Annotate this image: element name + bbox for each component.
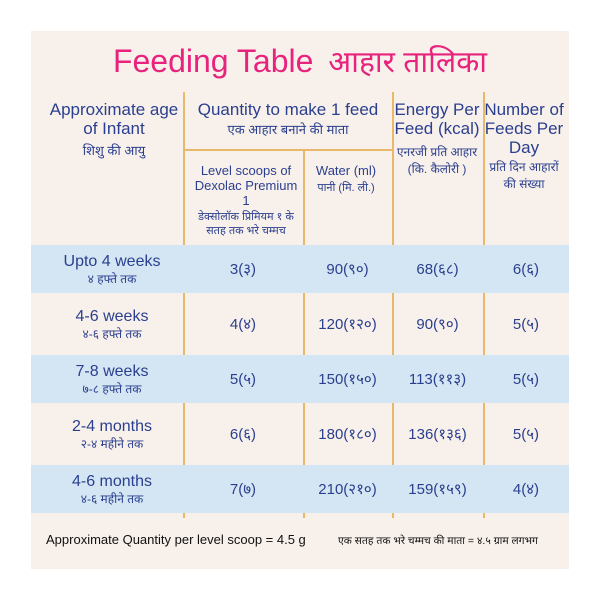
age-hi: ४ हफ्ते तक bbox=[87, 271, 137, 286]
feeds-cell: 5(५) bbox=[512, 426, 540, 443]
header-age bbox=[44, 100, 184, 159]
age-en: 2-4 months bbox=[71, 417, 153, 435]
age-en: 4-6 weeks bbox=[75, 307, 149, 325]
age-hi: ४-६ महीने तक bbox=[80, 491, 144, 506]
header-energy bbox=[392, 100, 482, 178]
water-cell: 150(१५०) bbox=[318, 371, 377, 388]
water-cell: 210(२१०) bbox=[318, 481, 377, 498]
age-hi: २-४ महीने तक bbox=[80, 436, 144, 451]
table-row bbox=[31, 355, 569, 403]
scoops-cell: 6(६) bbox=[229, 426, 257, 443]
age-hi: ७-८ हफ्ते तक bbox=[82, 381, 142, 396]
scoops-cell: 5(५) bbox=[229, 371, 257, 388]
header-feeds-hi: प्रति दिन आहारों की संख्या bbox=[489, 160, 559, 191]
scoops-cell: 3(३) bbox=[229, 261, 257, 278]
energy-cell: 113(११३) bbox=[408, 371, 467, 388]
header-age-en: Approximate age of Infant bbox=[49, 100, 179, 138]
footer-note-hi: एक सतह तक भरे चम्मच की माता = ४.५ ग्राम लगभग bbox=[338, 535, 538, 547]
age-cell bbox=[41, 300, 183, 348]
table-row bbox=[31, 300, 569, 348]
energy-cell: 159(१५९) bbox=[408, 481, 467, 498]
header-quantity-hi: एक आहार बनाने की माता bbox=[227, 122, 349, 137]
water-cell: 90(९०) bbox=[326, 261, 369, 278]
subheader-scoops-en: Level scoops of Dexolac Premium 1 bbox=[194, 163, 298, 208]
feeds-cell: 6(६) bbox=[512, 261, 540, 278]
subheader-water-en: Water (ml) bbox=[315, 163, 377, 178]
page-title bbox=[31, 40, 569, 81]
energy-cell: 90(९०) bbox=[416, 316, 459, 333]
subheader-water bbox=[303, 163, 389, 195]
age-cell bbox=[41, 410, 183, 458]
water-cell: 180(१८०) bbox=[318, 426, 377, 443]
age-cell bbox=[41, 245, 183, 293]
header-quantity bbox=[184, 100, 392, 138]
feeds-cell: 4(४) bbox=[512, 481, 540, 498]
age-en: 4-6 months bbox=[71, 472, 153, 490]
subheader-scoops bbox=[192, 163, 300, 238]
age-cell bbox=[41, 355, 183, 403]
header-quantity-en: Quantity to make 1 feed bbox=[197, 100, 379, 119]
table-row bbox=[31, 465, 569, 513]
header-energy-en: Energy Per Feed (kcal) bbox=[394, 100, 480, 138]
age-en: 7-8 weeks bbox=[75, 362, 149, 380]
energy-cell: 136(१३६) bbox=[408, 426, 467, 443]
scoops-cell: 4(४) bbox=[229, 316, 257, 333]
header-age-hi: शिशु की आयु bbox=[82, 143, 146, 158]
header-feeds-en: Number of Feeds Per Day bbox=[484, 100, 564, 157]
title-hindi: आहार तालिका bbox=[328, 46, 488, 79]
footer-note-en: Approximate Quantity per level scoop = 4.5 g bbox=[46, 532, 306, 547]
subheader-water-hi: पानी (मि. ली.) bbox=[317, 182, 375, 194]
age-hi: ४-६ हफ्ते तक bbox=[82, 326, 142, 341]
table-row bbox=[31, 410, 569, 458]
grid-hline-quantity bbox=[184, 149, 392, 151]
header-feeds bbox=[484, 100, 564, 193]
age-en: Upto 4 weeks bbox=[63, 252, 161, 270]
header-energy-hi: एनरजी प्रति आहार (कि. कैलोरी ) bbox=[396, 145, 478, 176]
water-cell: 120(१२०) bbox=[318, 316, 377, 333]
energy-cell: 68(६८) bbox=[416, 261, 459, 278]
title-english: Feeding Table bbox=[112, 43, 314, 79]
scoops-cell: 7(७) bbox=[229, 481, 257, 498]
feeds-cell: 5(५) bbox=[512, 371, 540, 388]
age-cell bbox=[41, 465, 183, 513]
table-row bbox=[31, 245, 569, 293]
feeds-cell: 5(५) bbox=[512, 316, 540, 333]
subheader-scoops-hi: डेक्सोलॉक प्रिमियम १ के सतह तक भरे चम्मच bbox=[198, 211, 294, 237]
